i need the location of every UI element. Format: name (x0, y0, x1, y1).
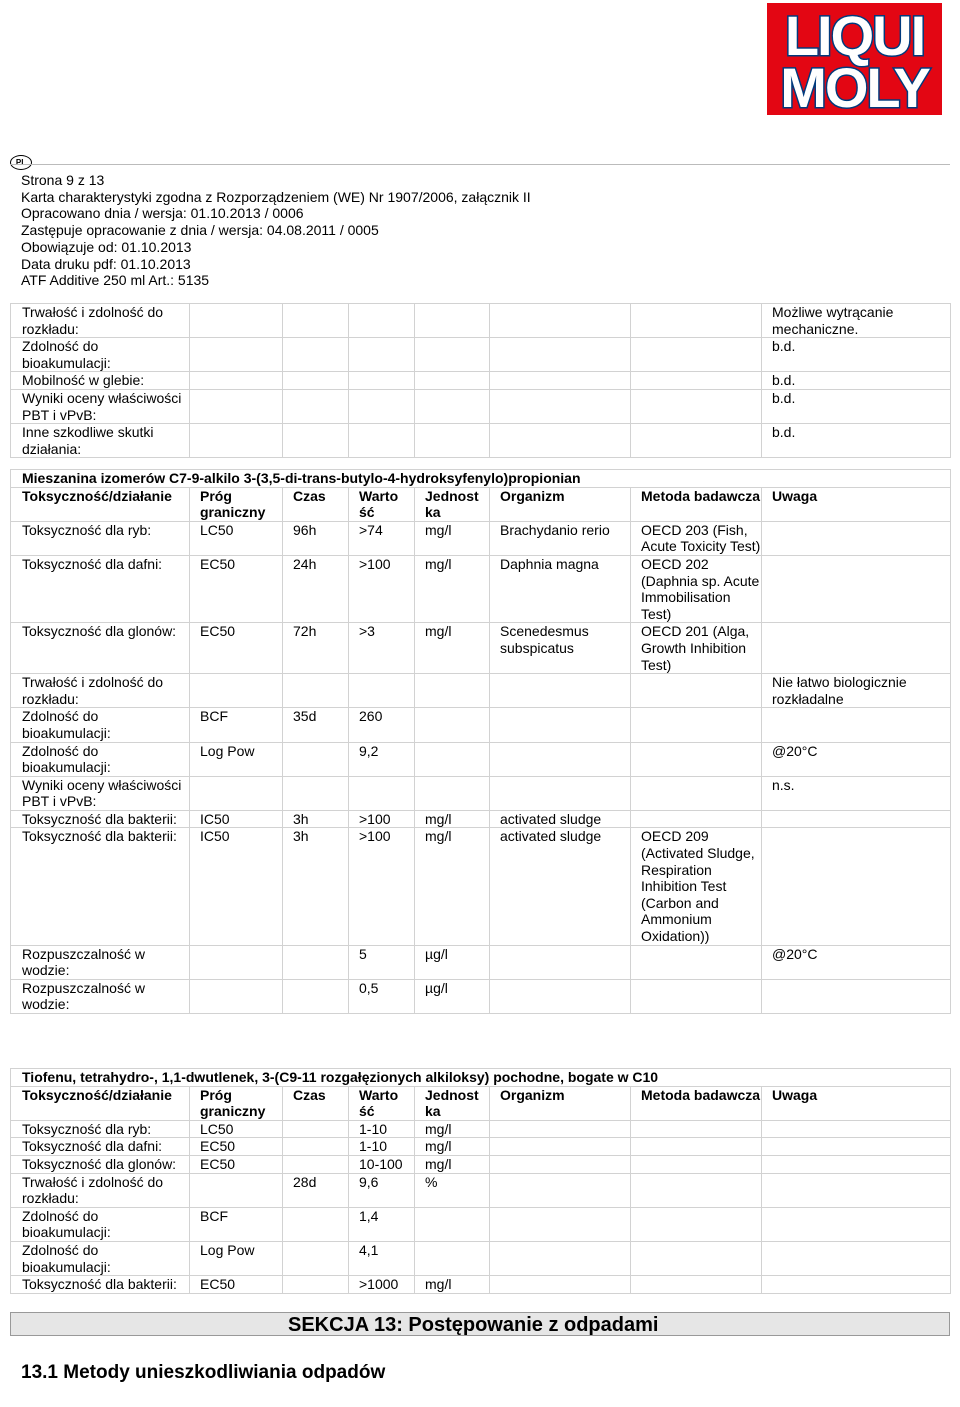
table-cell: Toksyczność dla bakterii: (11, 828, 190, 945)
table-cell (762, 623, 951, 674)
table-cell (762, 1120, 951, 1138)
table-cell (490, 1241, 631, 1275)
table-cell: Toksyczność dla dafni: (11, 1138, 190, 1156)
table-row (11, 338, 951, 372)
table-cell: OECD 209 (Activated Sludge, Respiration Inhibition Test (Carbon and Ammonium Oxidation)) (631, 828, 762, 945)
table-title-row (11, 1069, 951, 1087)
table-cell (283, 1276, 349, 1294)
table-cell (415, 424, 490, 458)
substance-summary-table (10, 303, 951, 458)
table-cell: Zdolność do bioakumulacji: (11, 708, 190, 742)
table-cell: % (415, 1173, 490, 1207)
column-header: Próg graniczny (190, 1086, 283, 1120)
table-title: Tiofenu, tetrahydro-, 1,1-dwutlenek, 3-(C9-11 rozgałęzionych alkiloksy) pochodne, bogate w C10 (11, 1069, 951, 1087)
table-cell: EC50 (190, 623, 283, 674)
table-cell: EC50 (190, 1155, 283, 1173)
header-line: Karta charakterystyki zgodna z Rozporządzeniem (WE) Nr 1907/2006, załącznik II (21, 188, 531, 205)
logo-line-2: MOLY (780, 56, 929, 115)
table-cell: mg/l (415, 1155, 490, 1173)
column-header: Jednost ka (415, 1086, 490, 1120)
header-line: Obowiązuje od: 01.10.2013 (21, 238, 192, 255)
table-cell: Rozpuszczalność w wodzie: (11, 945, 190, 979)
substance-table-1 (10, 469, 951, 1014)
table-cell: EC50 (190, 555, 283, 622)
table-cell: 10-100 (349, 1155, 415, 1173)
subsection-13-1-title: 13.1 Metody unieszkodliwiania odpadów (21, 1362, 386, 1383)
table-cell (415, 776, 490, 810)
table-row (11, 674, 951, 708)
header-line: Zastępuje opracowanie z dnia / wersja: 04.08.2011 / 0005 (21, 222, 379, 239)
table-cell (490, 424, 631, 458)
table-cell: 9,2 (349, 742, 415, 776)
table-cell: Zdolność do bioakumulacji: (11, 1207, 190, 1241)
table-cell (415, 674, 490, 708)
table-cell (415, 389, 490, 423)
table-cell (490, 1173, 631, 1207)
table-cell: IC50 (190, 828, 283, 945)
table-cell (415, 1207, 490, 1241)
table-cell (631, 1276, 762, 1294)
table-cell: Log Pow (190, 742, 283, 776)
table-cell (762, 555, 951, 622)
table-cell: b.d. (762, 338, 951, 372)
table-cell (349, 389, 415, 423)
table-cell (762, 1276, 951, 1294)
table-cell: >3 (349, 623, 415, 674)
table-cell: Daphnia magna (490, 555, 631, 622)
table-cell: mg/l (415, 1120, 490, 1138)
table-cell: 260 (349, 708, 415, 742)
table-row (11, 372, 951, 390)
column-header: Toksyczność/działanie (11, 487, 190, 521)
table-cell (631, 372, 762, 390)
table-cell (631, 810, 762, 828)
table-cell: IC50 (190, 810, 283, 828)
table-cell (490, 372, 631, 390)
table-cell: 1-10 (349, 1120, 415, 1138)
header-line: Data druku pdf: 01.10.2013 (21, 255, 191, 272)
table-cell: Inne szkodliwe skutki działania: (11, 424, 190, 458)
table-cell (415, 1241, 490, 1275)
table-cell: LC50 (190, 1120, 283, 1138)
table-cell (631, 338, 762, 372)
table-row (11, 424, 951, 458)
table-cell: activated sludge (490, 828, 631, 945)
table-cell: >100 (349, 555, 415, 622)
column-header: Organizm (490, 1086, 631, 1120)
table-cell: 1,4 (349, 1207, 415, 1241)
table-cell: 3h (283, 810, 349, 828)
table-cell: Rozpuszczalność w wodzie: (11, 979, 190, 1013)
table-cell (283, 776, 349, 810)
table-cell (490, 979, 631, 1013)
logo-line-1: LIQUI (784, 4, 925, 67)
table-cell (283, 338, 349, 372)
table-cell: b.d. (762, 389, 951, 423)
table-row (11, 979, 951, 1013)
table-cell (490, 1155, 631, 1173)
table-cell (490, 1276, 631, 1294)
table-cell: Trwałość i zdolność do rozkładu: (11, 304, 190, 338)
table-cell (190, 945, 283, 979)
table-cell: OECD 202 (Daphnia sp. Acute Immobilisation Test) (631, 555, 762, 622)
document-header (21, 172, 531, 289)
table-cell (283, 979, 349, 1013)
table-cell: 0,5 (349, 979, 415, 1013)
table-cell (762, 1138, 951, 1156)
table-cell (283, 1120, 349, 1138)
table-cell: mg/l (415, 623, 490, 674)
table-cell (415, 742, 490, 776)
table-cell (631, 674, 762, 708)
table-cell (762, 1207, 951, 1241)
table-cell: µg/l (415, 945, 490, 979)
column-header: Warto ść (349, 487, 415, 521)
table-cell: 24h (283, 555, 349, 622)
table-cell: Scenedesmus subspicatus (490, 623, 631, 674)
table-row (11, 1276, 951, 1294)
column-header: Warto ść (349, 1086, 415, 1120)
column-header: Toksyczność/działanie (11, 1086, 190, 1120)
table-cell: activated sludge (490, 810, 631, 828)
table-cell (190, 304, 283, 338)
table-title: Mieszanina izomerów C7-9-alkilo 3-(3,5-di-trans-butylo-4-hydroksyfenylo)propionian (11, 470, 951, 488)
table-cell: >100 (349, 828, 415, 945)
table-cell (190, 389, 283, 423)
table-cell: @20°C (762, 742, 951, 776)
header-line: Strona 9 z 13 (21, 172, 105, 188)
table-header-row (11, 487, 951, 521)
table-cell (283, 389, 349, 423)
header-line: ATF Additive 250 ml Art.: 5135 (21, 272, 210, 289)
table-cell: n.s. (762, 776, 951, 810)
table-cell: Toksyczność dla dafni: (11, 555, 190, 622)
table-cell: Nie łatwo biologicznie rozkładalne (762, 674, 951, 708)
table-cell (349, 304, 415, 338)
table-cell: EC50 (190, 1138, 283, 1156)
table-cell (283, 1155, 349, 1173)
table-header-row (11, 1086, 951, 1120)
table-cell: BCF (190, 1207, 283, 1241)
table-row (11, 828, 951, 945)
table-cell (631, 1138, 762, 1156)
table-cell (283, 372, 349, 390)
table-cell: OECD 203 (Fish, Acute Toxicity Test) (631, 521, 762, 555)
table-cell (190, 424, 283, 458)
header-divider (10, 164, 950, 165)
table-cell: mg/l (415, 1138, 490, 1156)
table-row (11, 945, 951, 979)
table-cell: 28d (283, 1173, 349, 1207)
table-cell (631, 708, 762, 742)
table-cell (490, 776, 631, 810)
table-cell (490, 1120, 631, 1138)
table-cell: mg/l (415, 521, 490, 555)
table-cell (490, 945, 631, 979)
table-cell (283, 945, 349, 979)
table-cell: Zdolność do bioakumulacji: (11, 338, 190, 372)
table-cell (631, 1120, 762, 1138)
column-header: Uwaga (762, 487, 951, 521)
table-cell: Zdolność do bioakumulacji: (11, 742, 190, 776)
table-cell (762, 810, 951, 828)
table-cell (190, 776, 283, 810)
table-cell (490, 304, 631, 338)
table-cell (631, 776, 762, 810)
table-cell (762, 1155, 951, 1173)
table-cell: mg/l (415, 1276, 490, 1294)
table-cell (349, 424, 415, 458)
table-cell: mg/l (415, 555, 490, 622)
table-row (11, 776, 951, 810)
table-cell: Toksyczność dla glonów: (11, 1155, 190, 1173)
column-header: Czas (283, 487, 349, 521)
table-row (11, 1138, 951, 1156)
table-cell: mg/l (415, 810, 490, 828)
table-cell (490, 708, 631, 742)
table-cell (762, 979, 951, 1013)
column-header: Metoda badawcza (631, 487, 762, 521)
table-row (11, 1241, 951, 1275)
table-cell (762, 521, 951, 555)
table-row (11, 1207, 951, 1241)
table-row (11, 810, 951, 828)
table-cell: 5 (349, 945, 415, 979)
section-13-heading (10, 1312, 950, 1336)
table-cell (631, 1173, 762, 1207)
table-cell: >100 (349, 810, 415, 828)
table-cell: Mobilność w glebie: (11, 372, 190, 390)
table-cell: b.d. (762, 424, 951, 458)
table-row (11, 389, 951, 423)
header-line: Opracowano dnia / wersja: 01.10.2013 / 0006 (21, 205, 304, 222)
table-cell (190, 674, 283, 708)
table-cell (490, 1207, 631, 1241)
column-header: Próg graniczny (190, 487, 283, 521)
table-cell (349, 372, 415, 390)
table-cell (631, 1207, 762, 1241)
table-cell: Trwałość i zdolność do rozkładu: (11, 1173, 190, 1207)
table-cell (190, 338, 283, 372)
table-cell (415, 708, 490, 742)
column-header: Metoda badawcza (631, 1086, 762, 1120)
table-cell (283, 1241, 349, 1275)
language-badge: PL (10, 155, 32, 170)
table-cell (631, 742, 762, 776)
table-cell (190, 372, 283, 390)
table-title-row (11, 470, 951, 488)
table-cell: µg/l (415, 979, 490, 1013)
table-cell: b.d. (762, 372, 951, 390)
table-cell: 72h (283, 623, 349, 674)
table-cell: 4,1 (349, 1241, 415, 1275)
table-cell: Wyniki oceny właściwości PBT i vPvB: (11, 776, 190, 810)
table-cell: Brachydanio rerio (490, 521, 631, 555)
table-cell (490, 742, 631, 776)
table-cell (283, 424, 349, 458)
table-cell: Toksyczność dla ryb: (11, 1120, 190, 1138)
table-cell (190, 979, 283, 1013)
table-cell (415, 304, 490, 338)
table-cell: mg/l (415, 828, 490, 945)
section-13-title: SEKCJA 13: Postępowanie z odpadami (288, 1314, 659, 1336)
table-cell (490, 338, 631, 372)
table-row (11, 742, 951, 776)
table-cell (631, 424, 762, 458)
table-cell (349, 776, 415, 810)
column-header: Czas (283, 1086, 349, 1120)
table-row (11, 1120, 951, 1138)
table-row (11, 623, 951, 674)
table-cell (190, 1173, 283, 1207)
table-cell (283, 674, 349, 708)
table-cell: OECD 201 (Alga, Growth Inhibition Test) (631, 623, 762, 674)
table-cell (415, 372, 490, 390)
table-cell (490, 674, 631, 708)
table-cell (631, 1155, 762, 1173)
table-cell (283, 1138, 349, 1156)
table-cell (349, 674, 415, 708)
column-header: Organizm (490, 487, 631, 521)
table-cell: Toksyczność dla bakterii: (11, 810, 190, 828)
table-cell: 3h (283, 828, 349, 945)
column-header: Jednost ka (415, 487, 490, 521)
table-row (11, 521, 951, 555)
table-row (11, 555, 951, 622)
table-cell: Toksyczność dla bakterii: (11, 1276, 190, 1294)
table-cell: 35d (283, 708, 349, 742)
table-row (11, 708, 951, 742)
table-cell (283, 304, 349, 338)
table-cell: Trwałość i zdolność do rozkładu: (11, 674, 190, 708)
table-cell: 9,6 (349, 1173, 415, 1207)
table-row (11, 1155, 951, 1173)
table-cell: Wyniki oceny właściwości PBT i vPvB: (11, 389, 190, 423)
table-cell (283, 742, 349, 776)
table-cell (762, 708, 951, 742)
table-cell (631, 945, 762, 979)
table-cell (762, 828, 951, 945)
table-cell: @20°C (762, 945, 951, 979)
table-cell: Możliwe wytrącanie mechaniczne. (762, 304, 951, 338)
table-cell (631, 979, 762, 1013)
table-cell: Zdolność do bioakumulacji: (11, 1241, 190, 1275)
substance-table-2 (10, 1068, 951, 1294)
column-header: Uwaga (762, 1086, 951, 1120)
table-cell: BCF (190, 708, 283, 742)
table-cell (762, 1241, 951, 1275)
table-cell (762, 1173, 951, 1207)
table-cell: LC50 (190, 521, 283, 555)
table-cell: EC50 (190, 1276, 283, 1294)
table-cell (490, 389, 631, 423)
table-cell: Toksyczność dla ryb: (11, 521, 190, 555)
table-cell: >74 (349, 521, 415, 555)
table-cell: >1000 (349, 1276, 415, 1294)
table-cell (283, 1207, 349, 1241)
table-cell: 1-10 (349, 1138, 415, 1156)
table-cell: 96h (283, 521, 349, 555)
table-cell (631, 389, 762, 423)
table-cell (490, 1138, 631, 1156)
table-cell (631, 304, 762, 338)
table-cell: Log Pow (190, 1241, 283, 1275)
table-cell (349, 338, 415, 372)
table-row (11, 304, 951, 338)
liqui-moly-logo (767, 3, 942, 115)
table-cell (631, 1241, 762, 1275)
table-cell (415, 338, 490, 372)
table-row (11, 1173, 951, 1207)
table-cell: Toksyczność dla glonów: (11, 623, 190, 674)
